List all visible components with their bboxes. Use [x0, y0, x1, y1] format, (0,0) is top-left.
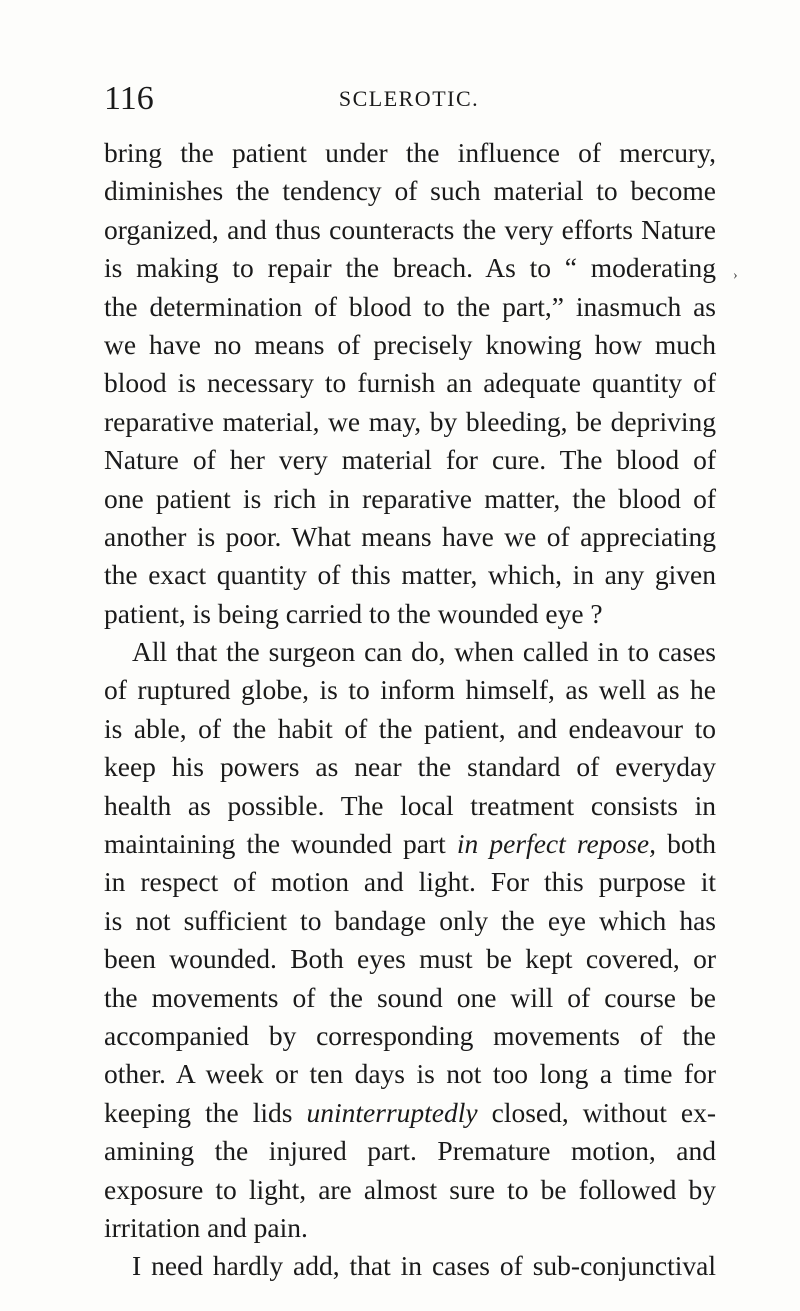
text-run: is making to repair the breach. As to “ moderating — [104, 252, 716, 284]
text-line — [104, 825, 716, 863]
text-run: health as possible. The local treatment consists in — [104, 789, 716, 821]
text-run: irritation and pain. — [104, 1211, 308, 1243]
text-run: another is poor. What means have we of appreciating — [104, 520, 716, 552]
text-line — [104, 480, 716, 518]
text-line — [104, 633, 716, 671]
text-run: one patient is rich in reparative matter, the blood of — [104, 482, 716, 514]
text-line — [104, 1094, 716, 1132]
page-header — [104, 78, 714, 120]
text-line — [104, 134, 716, 172]
text-line — [104, 595, 716, 633]
text-run: accompanied by corresponding movements of the — [104, 1019, 716, 1051]
text-line — [104, 1055, 716, 1093]
text-line — [104, 979, 716, 1017]
text-line — [104, 1247, 716, 1285]
text-line — [104, 556, 716, 594]
italic-text-run: in perfect repose, — [456, 828, 657, 860]
text-line — [104, 364, 716, 402]
text-run: All that the surgeon can do, when called in to cases — [132, 636, 716, 668]
text-run: exposure to light, are almost sure to be followed by — [104, 1173, 716, 1205]
text-run: we have no means of precisely knowing how much — [104, 328, 716, 360]
text-run: blood is necessary to furnish an adequate quantity of — [104, 367, 716, 399]
text-run: in respect of motion and light. For this purpose it — [104, 866, 716, 898]
text-run: I need hardly add, that in cases of sub-conjunctival — [132, 1250, 716, 1282]
text-line — [104, 211, 716, 249]
text-run: other. A week or ten days is not too long a time for — [104, 1058, 716, 1090]
text-run: is able, of the habit of the patient, and endeavour to — [104, 712, 716, 744]
text-line — [104, 1132, 716, 1170]
text-run: the movements of the sound one will of course be — [104, 981, 716, 1013]
page-number: 116 — [104, 80, 154, 117]
italic-text-run: uninterruptedly — [306, 1096, 478, 1128]
text-line — [104, 710, 716, 748]
text-run: amining the injured part. Premature motion, and — [104, 1135, 716, 1167]
text-line — [104, 172, 716, 210]
text-run: keep his powers as near the standard of everyday — [104, 751, 716, 783]
text-line — [104, 441, 716, 479]
text-line — [104, 1209, 716, 1247]
text-run: Nature of her very material for cure. The blood of — [104, 444, 716, 476]
text-line — [104, 288, 716, 326]
text-line — [104, 671, 716, 709]
body-text — [104, 134, 716, 1286]
text-line — [104, 863, 716, 901]
text-run: bring the patient under the influence of mercury, — [104, 137, 716, 168]
text-line — [104, 326, 716, 364]
text-run: diminishes the tendency of such material to become — [104, 175, 716, 207]
text-line — [104, 518, 716, 556]
text-run: organized, and thus counteracts the very efforts Nature — [104, 213, 716, 245]
text-run: maintaining the wounded part — [104, 828, 457, 860]
text-run: of ruptured globe, is to inform himself, as well as he — [104, 674, 716, 706]
text-line — [104, 787, 716, 825]
text-line — [104, 940, 716, 978]
text-line — [104, 748, 716, 786]
text-line — [104, 902, 716, 940]
text-run: the determination of blood to the part,” inasmuch as — [104, 290, 716, 322]
running-head: SCLEROTIC. — [338, 86, 480, 111]
text-run: both — [656, 828, 716, 860]
text-run: patient, is being carried to the wounded eye ? — [104, 597, 603, 629]
text-line — [104, 1017, 716, 1055]
text-run: the exact quantity of this matter, which, in any given — [104, 559, 716, 591]
text-line — [104, 403, 716, 441]
text-run: been wounded. Both eyes must be kept covered, or — [104, 943, 716, 975]
margin-mark: › — [733, 268, 738, 283]
text-run: is not sufficient to bandage only the eye which has — [104, 904, 716, 936]
text-run: keeping the lids — [104, 1096, 307, 1128]
text-run: closed, without ex- — [477, 1096, 716, 1128]
text-run: reparative material, we may, by bleeding, be depriving — [104, 405, 716, 437]
text-line — [104, 249, 716, 287]
text-line — [104, 1171, 716, 1209]
